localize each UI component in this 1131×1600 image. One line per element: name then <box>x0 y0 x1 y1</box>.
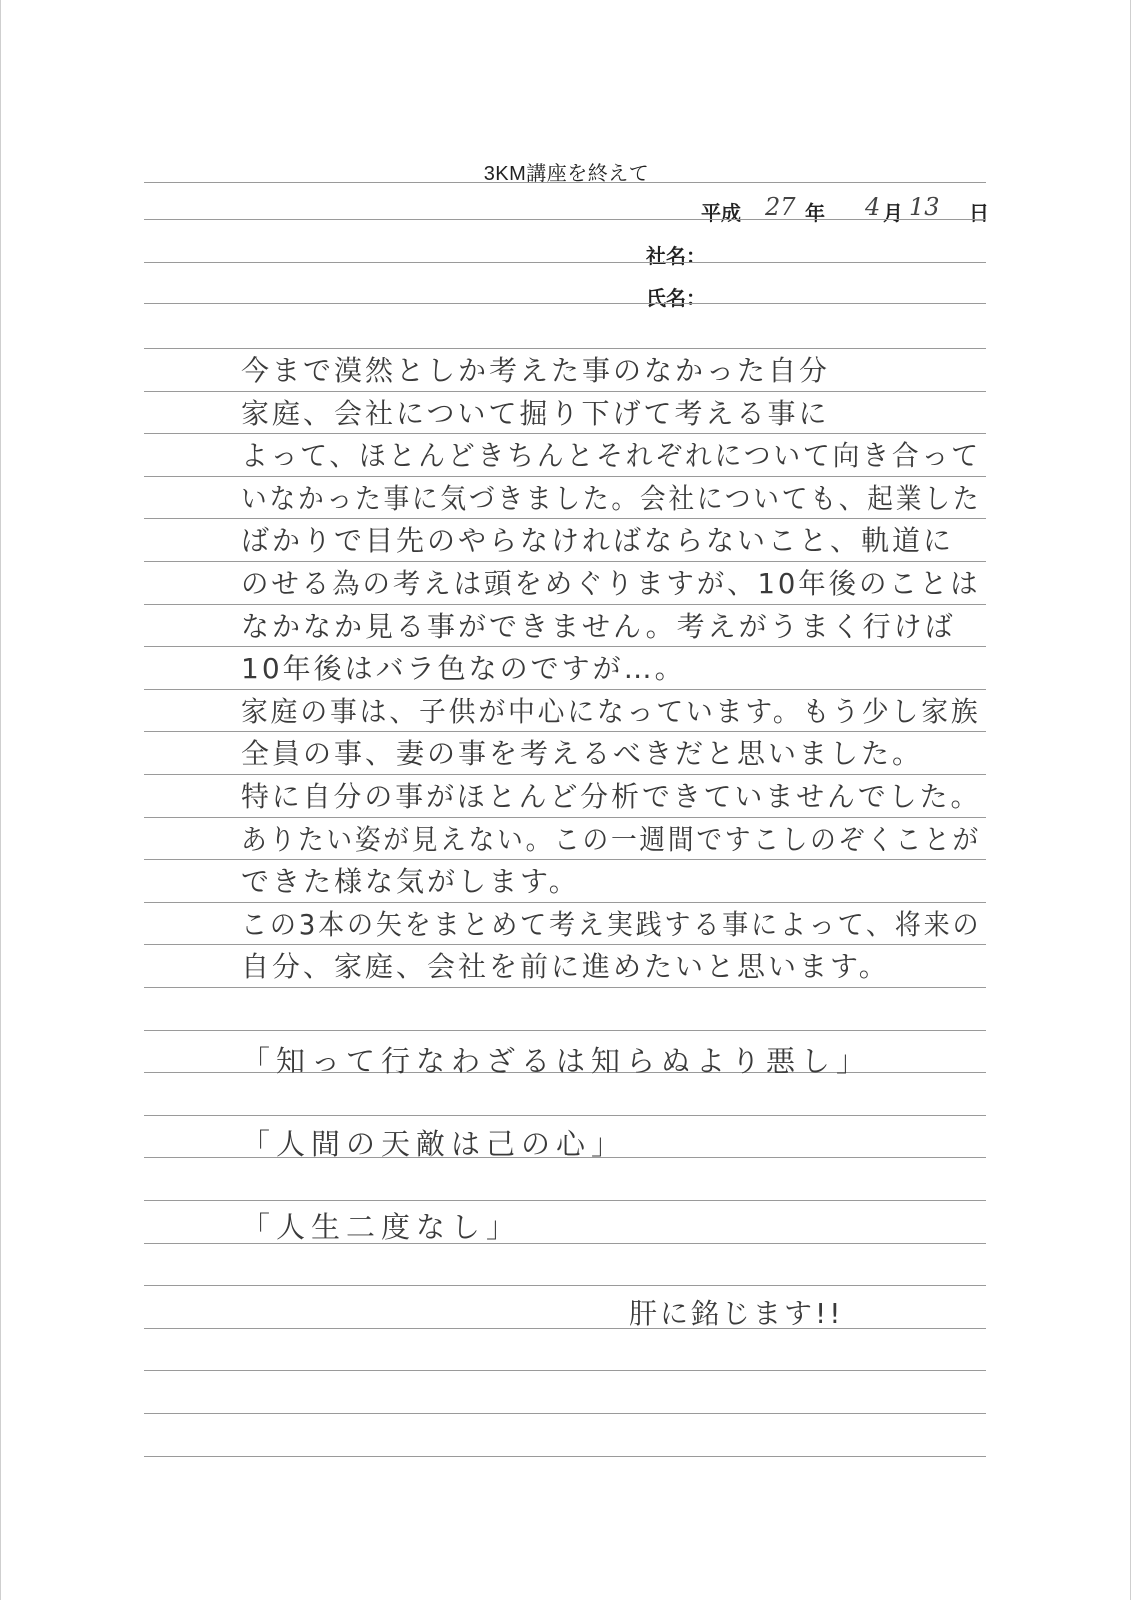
ruled-line <box>144 391 986 392</box>
quote-line: 「人間の天敵は己の心」 <box>241 1127 627 1161</box>
ruled-line <box>144 774 986 775</box>
body-line: のせる為の考えは頭をめぐりますが、10年後のことは <box>241 567 981 600</box>
ruled-line <box>144 1200 986 1201</box>
ruled-line <box>144 646 986 647</box>
ruled-line <box>144 689 986 690</box>
ruled-line <box>144 859 986 860</box>
body-line: なかなか見る事ができません。考えがうまく行けば <box>241 609 956 643</box>
date-day: 13 <box>909 193 940 221</box>
date-row <box>701 195 991 225</box>
body-line: よって、ほとんどきちんとそれぞれについて向き合って <box>241 439 981 473</box>
ruled-line <box>144 476 986 477</box>
ruled-line <box>144 604 986 605</box>
body-line: この3本の矢をまとめて考え実践する事によって、将来の <box>241 907 982 941</box>
ruled-line <box>144 219 986 220</box>
ruled-line <box>144 182 986 183</box>
ruled-line <box>144 1285 986 1286</box>
ruled-line <box>144 561 986 562</box>
date-year-unit: 年 <box>805 203 825 225</box>
ruled-line <box>144 262 986 263</box>
quote-line: 「人生二度なし」 <box>241 1210 522 1244</box>
report-title: 3KM講座を終えて <box>483 163 650 185</box>
ruled-line <box>144 303 986 304</box>
company-label: 社名： <box>646 246 706 268</box>
body-line: いなかった事に気づきました。会社についても、起業した <box>241 481 982 515</box>
name-label: 氏名： <box>646 288 706 310</box>
body-line: できた様な気がします。 <box>241 865 580 899</box>
date-year: 27 <box>765 193 796 221</box>
ruled-line <box>144 1370 986 1371</box>
body-line: 今まで漠然としか考えた事のなかった自分 <box>241 354 831 387</box>
ruled-line <box>144 817 986 818</box>
body-line: 10年後はバラ色なのですが…。 <box>241 652 686 686</box>
body-line: ありたい姿が見えない。この一週間ですこしのぞくことが <box>241 822 981 856</box>
ruled-line <box>144 1328 986 1329</box>
quote-line: 「知って行なわざるは知らぬより悪し」 <box>241 1044 872 1078</box>
ruled-line <box>144 987 986 988</box>
ruled-line <box>144 902 986 903</box>
ruled-line <box>144 348 986 349</box>
body-line: ばかりで目先のやらなければならないこと、軌道に <box>241 524 955 558</box>
ruled-line <box>144 1413 986 1414</box>
ruled-line <box>144 1456 986 1457</box>
ruled-line <box>144 433 986 434</box>
date-month: 4 <box>865 193 881 221</box>
body-line: 家庭の事は、子供が中心になっています。もう少し家族 <box>241 694 981 728</box>
body-line: 家庭、会社について掘り下げて考える事に <box>241 396 830 430</box>
ruled-line <box>144 731 986 732</box>
body-line: 特に自分の事がほとんど分析できていませんでした。 <box>241 780 982 813</box>
ruled-line <box>144 1115 986 1116</box>
date-day-unit: 日 <box>969 203 989 225</box>
ruled-line <box>144 518 986 519</box>
date-era: 平成 <box>701 203 741 225</box>
body-line: 自分、家庭、会社を前に進めたいと思います。 <box>241 950 890 984</box>
body-line: 全員の事、妻の事を考えるべきだと思いました。 <box>241 737 924 771</box>
date-month-unit: 月 <box>883 203 903 225</box>
ruled-line <box>144 1030 986 1031</box>
closing-remark: 肝に銘じます!! <box>629 1297 844 1330</box>
ruled-line <box>144 944 986 945</box>
